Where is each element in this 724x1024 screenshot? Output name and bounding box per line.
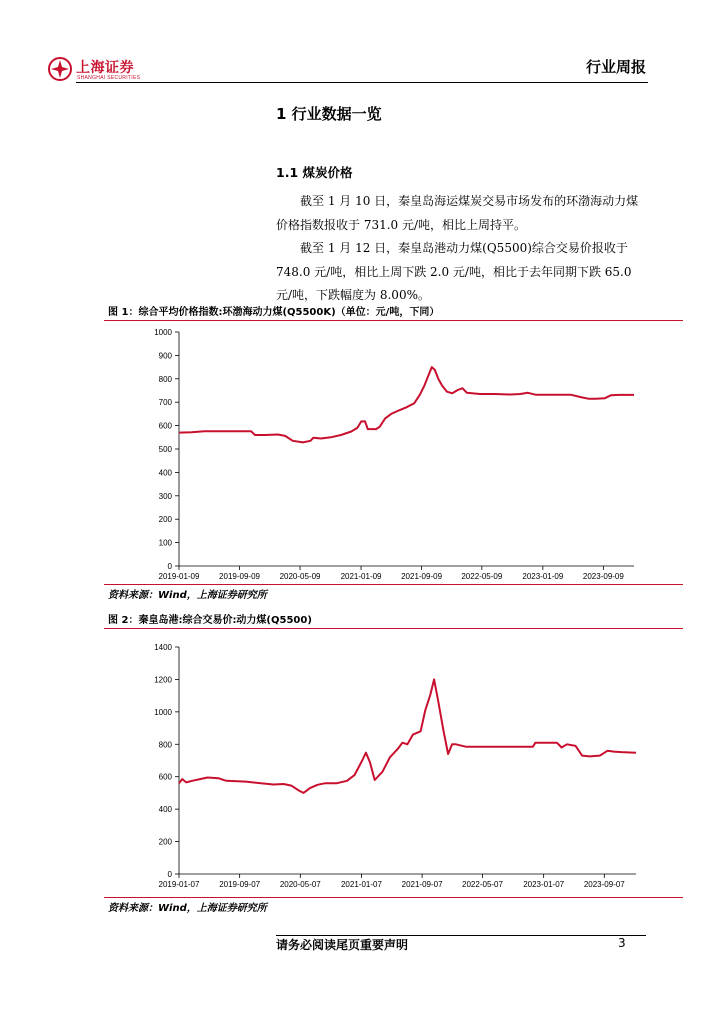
x-tick-label: 2021-09-09 [401, 572, 443, 581]
brand-logo [48, 55, 168, 85]
x-tick-label: 2021-01-07 [340, 880, 382, 889]
x-tick-label: 2021-09-07 [401, 880, 443, 889]
y-tick-label: 100 [158, 538, 172, 548]
y-tick-label: 800 [158, 374, 172, 384]
paragraph-text: 截至 1 月 10 日，秦皇岛海运煤炭交易市场发布的环渤海动力煤价格指数报收于 731.0 元/吨，相比上周持平。 [276, 194, 639, 232]
price-line-series [179, 367, 634, 442]
figure-1-chart [104, 322, 683, 584]
x-tick-label: 2019-09-09 [219, 572, 260, 581]
figure-2-bottom-rule [104, 897, 683, 898]
x-tick-label: 2019-01-07 [158, 880, 200, 889]
y-tick-label: 200 [158, 837, 172, 847]
figure-2-chart [104, 630, 683, 898]
figure-2-source: 资料来源：Wind，上海证券研究所 [108, 903, 267, 914]
y-tick-label: 800 [158, 740, 172, 750]
paragraph-text: 截至 1 月 12 日，秦皇岛港动力煤(Q5500)综合交易价报收于 748.0 元/吨，相比上周下跌 2.0 元/吨，相比于去年同期下跌 65.0 元/吨，下跌幅度为 8.00%。 [276, 241, 632, 302]
y-tick-label: 900 [158, 351, 172, 361]
y-tick-label: 400 [158, 805, 172, 815]
y-tick-label: 200 [158, 515, 172, 525]
footer-disclaimer: 请务必阅读尾页重要声明 [276, 938, 409, 952]
y-tick-label: 400 [158, 468, 172, 478]
x-tick-label: 2022-05-07 [462, 880, 503, 889]
figure-1-top-rule [104, 320, 683, 321]
y-tick-label: 500 [158, 445, 172, 454]
paragraph-port-price [276, 237, 648, 308]
x-tick-label: 2023-01-09 [522, 572, 564, 581]
y-tick-label: 600 [158, 421, 172, 431]
y-tick-label: 0 [167, 870, 172, 879]
chart-1-svg [104, 322, 683, 584]
y-tick-label: 700 [158, 398, 172, 408]
x-tick-label: 2019-09-07 [219, 880, 261, 889]
section-heading: 1 行业数据一览 [276, 105, 382, 123]
x-tick-label: 2020-05-07 [279, 880, 321, 889]
x-tick-label: 2020-05-09 [279, 572, 321, 581]
report-type-label: 行业周报 [585, 58, 646, 76]
x-tick-label: 2023-09-07 [583, 880, 625, 889]
logo-text-cn: 上海证券 [76, 60, 134, 76]
figure-1-source: 资料来源：Wind，上海证券研究所 [108, 590, 267, 601]
y-tick-label: 0 [167, 562, 172, 571]
y-tick-label: 1000 [154, 328, 172, 337]
figure-2-top-rule [104, 628, 683, 629]
x-tick-label: 2019-01-09 [158, 572, 200, 581]
x-tick-label: 2023-01-07 [523, 880, 565, 889]
x-tick-label: 2022-05-09 [461, 572, 503, 581]
y-tick-label: 1000 [154, 707, 172, 717]
figure-1-title: 图 1：综合平均价格指数:环渤海动力煤(Q5500K)（单位：元/吨，下同） [108, 307, 440, 318]
brand-emblem-icon [48, 57, 72, 81]
figure-2-title: 图 2：秦皇岛港:综合交易价:动力煤(Q5500) [108, 615, 312, 626]
x-tick-label: 2021-01-09 [340, 572, 382, 581]
chart-2-svg [104, 630, 683, 898]
y-tick-label: 300 [158, 491, 172, 501]
page-number: 3 [618, 936, 626, 950]
subsection-heading: 1.1 煤炭价格 [276, 165, 353, 180]
price-line-series [179, 679, 636, 793]
y-tick-label: 1400 [154, 643, 172, 652]
logo-text-en: SHANGHAI SECURITIES [77, 75, 141, 81]
figure-1-bottom-rule [104, 584, 683, 585]
y-tick-label: 600 [158, 772, 172, 782]
header-divider [76, 82, 648, 83]
paragraph-index [276, 190, 648, 237]
x-tick-label: 2023-09-09 [582, 572, 624, 581]
y-tick-label: 1200 [154, 675, 172, 685]
